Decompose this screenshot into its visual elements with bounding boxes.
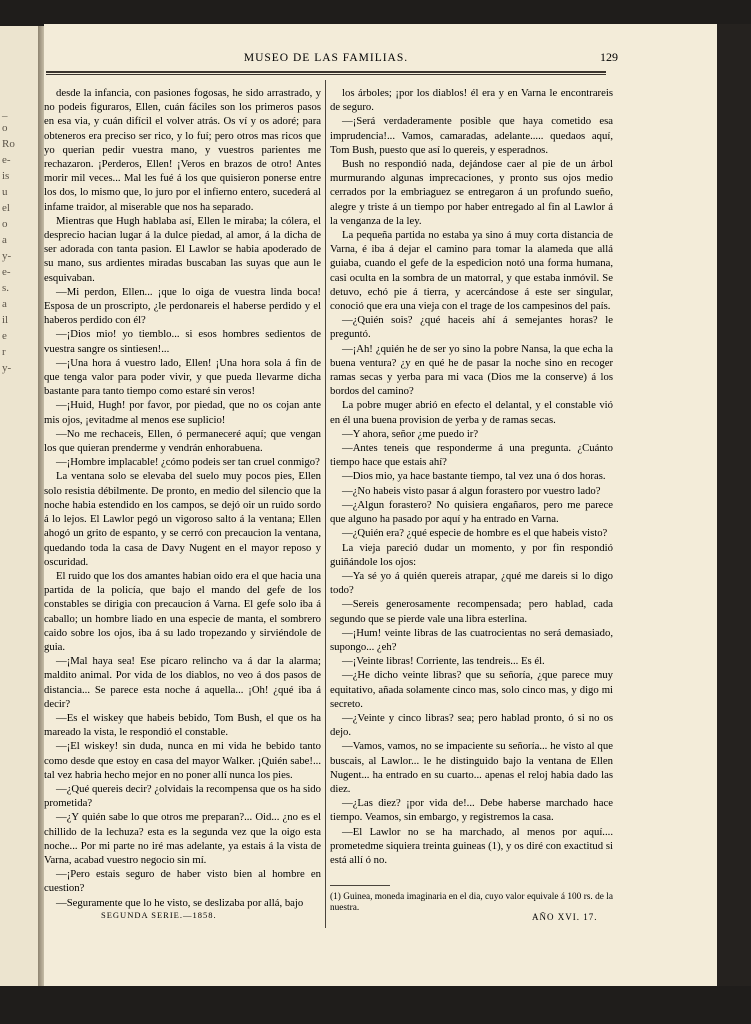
- facing-page-fragment: r: [2, 346, 6, 358]
- paragraph: —Seguramente que lo he visto, se deslizaba por allá, bajo: [56, 896, 304, 909]
- paragraph: —¡Veinte libras! Corriente, las tendreis... Es él.: [342, 655, 545, 668]
- facing-page-fragment: is: [2, 170, 10, 182]
- journal-title: MUSEO DE LAS FAMILIAS.: [243, 52, 409, 64]
- facing-page-fragment: u: [2, 186, 8, 198]
- paragraph: —El Lawlor no se ha marchado, al menos por aquí.... prometedme siquiera treinta guineas (1), y os diré con exactitud si está allí ó no.: [330, 825, 613, 866]
- facing-page-fragment: _: [2, 106, 8, 118]
- paragraph: —¡Dios mio! yo tiemblo... si esos hombres sedientos de vuestra sangre os sintiesen!...: [44, 328, 321, 355]
- paragraph: —Antes teneis que responderme á una pregunta. ¿Cuánto tiempo hace que estais ahí?: [330, 442, 613, 469]
- header-rule-thin: [46, 74, 606, 75]
- year-footer: AÑO XVI. 17.: [532, 912, 598, 922]
- facing-page-fragment: e-: [2, 154, 11, 166]
- paragraph: La ventana solo se elevaba del suelo muy pocos pies, Ellen solo resistia débilmente. De pronto, en medio del silencio que la noche habia estendido en los campos, se dejó oir un ruido sordo á lo lejos. El Lawlor pegó un vigoroso salto á la ventana; Ellen ahogó un grito de espanto, y se cerró con precaucion la ventana, quedando toda la casa de Davy Nugent en el mayor reposo y oscuridad.: [44, 470, 321, 568]
- paragraph: —Dios mio, ya hace bastante tiempo, tal vez una ó dos horas.: [342, 470, 606, 483]
- paragraph: —¡Pero estais seguro de haber visto bien al hombre en cuestion?: [44, 868, 321, 895]
- paragraph: —¿Quién sois? ¿qué haceis ahí á semejantes horas? le preguntó.: [330, 314, 613, 341]
- paragraph: —No me rechaceis, Ellen, ó permaneceré aquí; que vengan los que quieran prenderme y vendrán enhorabuena.: [44, 427, 321, 455]
- paragraph: —¿Y quién sabe lo que otros me preparan?... Oid... ¿no es el chillido de la lechuza? esta es la segunda vez que la oigo esta noche... Por mi parte no iré mas adelante, ya estais á la vista de Varna, acabad vuestro negocio sin mí.: [44, 811, 321, 866]
- paragraph: —¡Hum! veinte libras de las cuatrocientas no será demasiado, supongo... ¿eh?: [330, 626, 613, 653]
- paragraph: —¿Qué quereis decir? ¿olvidais la recompensa que os ha sido prometida?: [44, 782, 321, 810]
- footnote: (1) Guinea, moneda imaginaria en el dia, cuyo valor equivale á 100 rs. de la nuestra.: [330, 892, 613, 913]
- paragraph: El ruido que los dos amantes habian oido era el que hacia una partida de la policía, que bajo el mando del gefe de los constables se dirigia con precaucion á Varna. El gefe solo iba á caballo; un hombre liado en una especie de manta, el sombrero caido sobre los ojos, iba á su lado tropezando y sirviéndole de guia.: [44, 569, 321, 653]
- paragraph: desde la infancia, con pasiones fogosas, he sido arrastrado, y no podeis figuraros, Ellen, cuán fáciles son los primeros pasos en esa via, y cuán difícil el volver atrás. Os ví y os adoré; para obteneros era preciso ser rico, y lo fuí; pero otros mas ricos que yo querian pedir vuestra mano, y vuestros parientes me rechazaron. ¡Perderos, Ellen! ¡Veros en brazos de otro! Antes morir mil veces... Mal les fué á los que quisieron ponerse entre los dos, lo mismo que, lo juro por el infierno entero, sucederá al infame traidor, al miserable que nos ha separado.: [44, 87, 321, 213]
- text-column-left: [44, 86, 321, 909]
- paragraph: —¡Hombre implacable! ¿cómo podeis ser tan cruel conmigo?: [56, 456, 320, 469]
- paragraph: —¡Mal haya sea! Ese pícaro relincho va á dar la alarma; maldito animal. Por vida de los diablos, no veo á dos pasos de distancia... Se parece esta noche á aquella... ¡Oh! ¿qué iba á decir?: [44, 655, 321, 710]
- paragraph: Bush no respondió nada, dejándose caer al pie de un árbol murmurando algunas imprecaciones, y pronto sus ojos medio cerrados por la embriaguez se entregaron á un profundo sueño, alegre y triste á un tiempo por haber entregado al fin al Lawlor á la venganza de la ley.: [330, 158, 613, 227]
- paragraph: —¿No habeis visto pasar á algun forastero por vuestro lado?: [342, 484, 601, 497]
- running-header: [46, 50, 618, 70]
- paragraph: —Es el wiskey que habeis bebido, Tom Bush, el que os ha mareado la vista, le respondió el constable.: [44, 711, 321, 739]
- series-footer: SEGUNDA SERIE.—1858.: [101, 910, 217, 920]
- paragraph: —¿Las diez? ¡por vida de!... Debe haberse marchado hace tiempo. Veamos, sin embargo, y registremos la casa.: [330, 797, 613, 824]
- paragraph: los árboles; ¡por los diablos! él era y en Varna le encontrareis de seguro.: [330, 87, 613, 114]
- scan-background: [717, 24, 751, 986]
- facing-page-fragment: o: [2, 218, 8, 230]
- facing-page-fragment: y-: [2, 362, 12, 374]
- facing-page-fragment: y-: [2, 250, 12, 262]
- paragraph: —Mi perdon, Ellen... ¡que lo oiga de vuestra linda boca! Esposa de un proscripto, ¿le perdonareis el haberse perdido y el haberos perdido con él?: [44, 285, 321, 327]
- paragraph: La vieja pareció dudar un momento, y por fin respondió guiñándole los ojos:: [330, 541, 613, 568]
- paragraph: —¡Huid, Hugh! por favor, por piedad, que no os cojan ante mis ojos, ¡evitadme al menos ese suplicio!: [44, 399, 321, 426]
- paragraph: —¿Algun forastero? No quisiera engañaros, pero me parece que alguno ha pasado por aquí y ha entrado en Varna.: [330, 498, 613, 526]
- facing-page-fragment: s.: [2, 282, 10, 294]
- page-number: 129: [600, 50, 618, 64]
- paragraph: La pequeña partida no estaba ya sino á muy corta distancia de Varna, é iba á dejar el camino para tomar la alameda que allá guiaba, cuando el gefe de la espedicion notó una forma humana, casi oculta en la sombra de un matorral, y que estaba inmóvil. Se detuvo, echó pie á tierra, y acercándose á este ser singular, conoció que era una vieja con el trage de los campesinos del país.: [330, 229, 613, 313]
- facing-page-fragment: a: [2, 234, 7, 246]
- facing-page-fragment: il: [2, 314, 9, 326]
- paragraph: —¿Veinte y cinco libras? sea; pero hablad pronto, ó si no os dejo.: [330, 711, 613, 739]
- facing-page-fragment: Ro: [2, 138, 15, 150]
- paragraph: —¡El wiskey! sin duda, nunca en mi vida he bebido tanto como desde que estoy en casa del mayor Walker. ¡Quién sabe!... tal vez habria hecho mejor en no poner allí nunca los pies.: [44, 740, 321, 781]
- paragraph: —Ya sé yo á quién quereis atrapar, ¿qué me dareis si lo digo todo?: [330, 569, 613, 597]
- paragraph: —¿Quién era? ¿qué especie de hombre es el que habeis visto?: [342, 527, 608, 540]
- facing-page-fragment: el: [2, 202, 10, 214]
- header-rule: [46, 71, 606, 73]
- paragraph: —Y ahora, señor ¿me puedo ir?: [342, 427, 479, 440]
- paragraph: —Vamos, vamos, no se impaciente su señoría... he visto al que buscais, al Lawlor... le he distinguido bajo la ventana de Ellen Nugent... ha entrado en su cuarto... apenas el reloj habia dado las diez.: [330, 740, 613, 795]
- paragraph: —Sereis generosamente recompensada; pero hablad, cada segundo que se pierde vale una libra esterlina.: [330, 598, 613, 625]
- facing-page-fragment: e-: [2, 266, 11, 278]
- paragraph: —¡Una hora á vuestro lado, Ellen! ¡Una hora sola á fin de que tenga valor para poder vivir, y que pueda llevarme dicha bastante para tanto tiempo como estaré sin veros!: [44, 356, 321, 398]
- paragraph: La pobre muger abrió en efecto el delantal, y el constable vió en él una buena provision de yerba y de ramas secas.: [330, 399, 613, 426]
- text-column-right: [330, 86, 613, 916]
- paragraph: —¿He dicho veinte libras? que su señoría, ¿que parece muy equitativo, añada solamente cinco mas, solo cinco mas, y digo mi secreto.: [330, 669, 613, 710]
- facing-page-edge: [0, 26, 41, 986]
- paragraph: Mientras que Hugh hablaba así, Ellen le miraba; la cólera, el desprecio hacian lugar á la dulce piedad, al amor, á la dicha de ser adorada con tanta pasion. El Lawlor se habia apoderado de su mano, sus ardientes miradas buscaban las suyas que aun le esquivaban.: [44, 214, 321, 284]
- column-divider: [325, 80, 326, 928]
- paragraph: —¡Será verdaderamente posible que haya cometido esa imprudencia!... Vamos, camaradas, adelante..... quedaos aquí, Tom Bush, puesto que así lo quereis, y esperadnos.: [330, 115, 613, 156]
- paragraph: —¡Ah! ¿quién he de ser yo sino la pobre Nansa, la que echa la buena ventura? ¿y en qué he de pasar la noche sino en recoger ramas secas y yerba para mi vaca (Dios me la conserve) á los bordos del camino?: [330, 342, 613, 398]
- facing-page-fragment: o: [2, 122, 8, 134]
- facing-page-fragment: a: [2, 298, 7, 310]
- facing-page-fragment: e: [2, 330, 7, 342]
- footnote-rule: [330, 885, 390, 886]
